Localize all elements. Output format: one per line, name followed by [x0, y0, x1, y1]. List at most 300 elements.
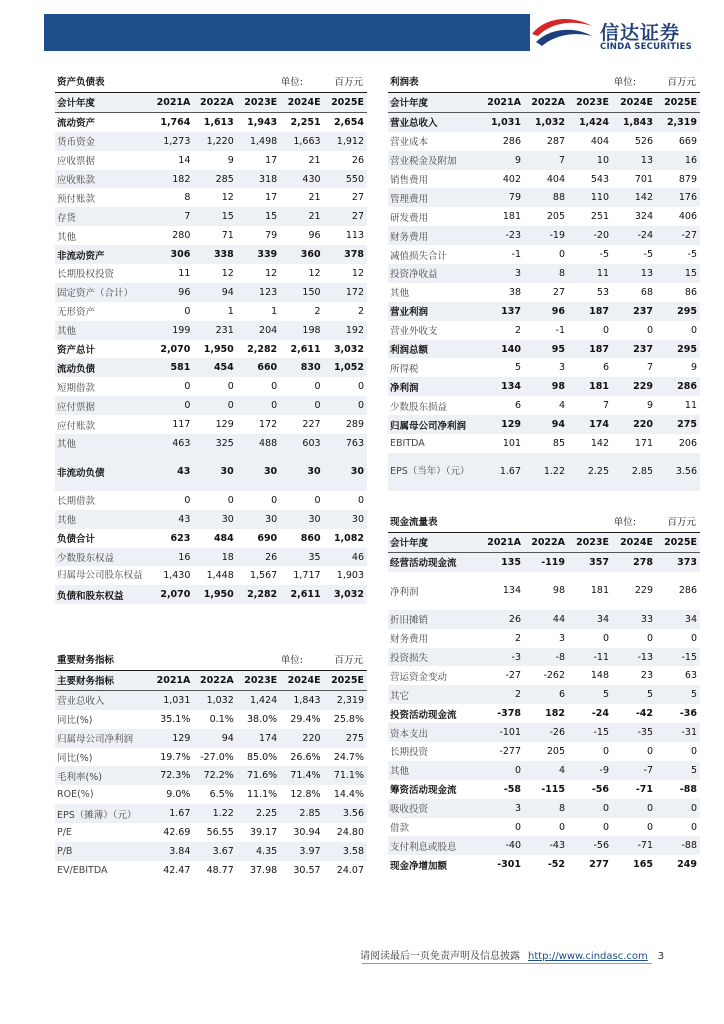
- table-row: [55, 529, 367, 548]
- row-value: 373: [656, 552, 700, 571]
- row-value: 4: [558, 400, 565, 412]
- table-row: [388, 629, 700, 648]
- row-label: 归属母公司股东权益: [57, 570, 143, 582]
- row-value: 2: [514, 632, 521, 644]
- row-value: 251: [590, 211, 609, 223]
- column-header-year: 2023E: [568, 93, 612, 112]
- row-value: 2,070: [160, 343, 191, 355]
- row-value: 2,654: [333, 116, 364, 128]
- row-value: -27: [505, 670, 521, 682]
- table-row: [388, 648, 700, 667]
- row-value: 68: [640, 286, 653, 298]
- table-row: [388, 685, 700, 704]
- table-row: [55, 188, 367, 207]
- key-indicators-title-row: [55, 648, 367, 671]
- row-value: 17: [265, 192, 278, 204]
- row-value: 0: [184, 305, 191, 317]
- row-value: 1,032: [193, 690, 236, 709]
- column-header-year: 2023E: [237, 671, 280, 690]
- row-value: 94: [524, 415, 568, 434]
- row-value: 35.1%: [160, 713, 191, 725]
- table-row: [388, 415, 700, 434]
- row-value: 53: [596, 286, 609, 298]
- row-value: 231: [193, 321, 236, 340]
- row-value: 7: [150, 207, 193, 226]
- row-value: -13: [612, 648, 656, 667]
- row-value: 1,032: [524, 112, 568, 131]
- row-value: 204: [237, 321, 280, 340]
- row-value: 280: [172, 230, 191, 242]
- row-value: 2: [314, 305, 321, 317]
- row-value: -27.0%: [200, 751, 234, 763]
- row-value: 0: [646, 324, 653, 336]
- row-label: 投资净收益: [388, 264, 480, 283]
- row-label: 同比(%): [57, 715, 93, 727]
- row-value: 6: [602, 362, 609, 374]
- row-value: 3: [558, 632, 565, 644]
- column-header-label: 会计年度: [55, 93, 150, 112]
- row-value: 5: [612, 685, 656, 704]
- row-value: 249: [677, 859, 697, 871]
- row-value: 0: [227, 494, 234, 506]
- row-value: 14: [178, 154, 191, 166]
- row-label: 营业成本: [390, 137, 429, 149]
- row-value: 9: [646, 400, 653, 412]
- row-value: 30.57: [293, 864, 321, 876]
- balance-sheet-table: [55, 93, 367, 604]
- table-row: [55, 340, 367, 359]
- table-row: [55, 548, 367, 567]
- row-value: 623: [170, 532, 191, 544]
- row-value: 11: [684, 400, 697, 412]
- company-logo: [530, 12, 710, 58]
- row-value: 43: [150, 510, 193, 529]
- row-value: 318: [237, 170, 280, 189]
- column-header-year: 2024E: [612, 93, 656, 112]
- unit-label: 单位:: [613, 77, 636, 88]
- row-value: 286: [656, 377, 700, 396]
- row-value: 360: [280, 245, 323, 264]
- row-value: 85.0%: [246, 751, 278, 763]
- row-value: 295: [656, 302, 700, 321]
- row-label: 短期借款: [57, 382, 96, 394]
- row-value: 148: [590, 670, 609, 682]
- row-value: 44: [524, 610, 568, 629]
- row-value: 2.25: [237, 804, 280, 823]
- table-row: [388, 321, 700, 340]
- table-row: [55, 823, 367, 842]
- row-value: 2.25: [568, 453, 612, 491]
- row-label: 预付账款: [57, 193, 96, 205]
- row-label: 长期借款: [57, 496, 96, 508]
- row-value: 94: [193, 283, 236, 302]
- row-value: 17: [265, 154, 278, 166]
- column-header-year: 2025E: [324, 671, 367, 690]
- row-value: 129: [215, 419, 234, 431]
- table-row: [388, 151, 700, 170]
- row-value: 220: [280, 729, 323, 748]
- row-value: 0: [150, 396, 193, 415]
- row-value: 6: [514, 400, 521, 412]
- row-value: 12: [351, 267, 364, 279]
- row-value: 37.98: [249, 864, 278, 876]
- row-value: 2,282: [247, 343, 278, 355]
- row-value: 16: [656, 151, 700, 170]
- row-value: 142: [612, 188, 656, 207]
- row-value: 543: [590, 173, 609, 185]
- table-row: [388, 704, 700, 723]
- income-statement-table: [388, 93, 700, 491]
- table-row: [55, 748, 367, 767]
- row-value: 306: [150, 245, 193, 264]
- row-value: 9: [690, 362, 697, 374]
- unit-label: 单位:: [613, 517, 636, 528]
- row-value: 56.55: [206, 827, 234, 839]
- row-label: 折旧摊销: [388, 610, 480, 629]
- row-value: 9: [227, 154, 234, 166]
- row-label: 非流动负债: [55, 453, 150, 491]
- footer-website-link[interactable]: http://www.cindasc.com: [528, 951, 648, 962]
- row-value: 182: [545, 708, 565, 720]
- row-value: 285: [193, 170, 236, 189]
- table-row: [388, 855, 700, 874]
- row-value: 3.84: [150, 842, 193, 861]
- row-value: -301: [497, 859, 521, 871]
- row-value: 0: [602, 745, 609, 757]
- table-row: [388, 836, 700, 855]
- row-value: 199: [150, 321, 193, 340]
- row-value: 237: [612, 340, 656, 359]
- row-value: 43: [150, 453, 193, 491]
- row-value: -24: [591, 708, 609, 720]
- row-value: -19: [524, 226, 568, 245]
- table-row: [55, 690, 367, 709]
- row-value: 2: [480, 685, 524, 704]
- table-row: [388, 742, 700, 761]
- row-value: 8: [524, 264, 568, 283]
- table-row: [55, 283, 367, 302]
- row-value: 1,903: [336, 570, 364, 582]
- row-value: 0: [612, 799, 656, 818]
- row-value: 0.1%: [209, 713, 234, 725]
- row-value: -9: [568, 761, 612, 780]
- row-value: 140: [480, 340, 524, 359]
- row-value: 4: [524, 761, 568, 780]
- row-value: 27: [552, 286, 565, 298]
- logo-name-en: CINDA SECURITIES: [600, 42, 692, 52]
- table-row: [388, 666, 700, 685]
- row-value: 286: [502, 135, 521, 147]
- panel-title: 利润表: [390, 77, 419, 88]
- row-label: 其他: [55, 321, 150, 340]
- column-header-label: 会计年度: [388, 533, 480, 552]
- row-value: 338: [193, 245, 236, 264]
- row-value: 1,082: [333, 532, 364, 544]
- row-value: 30: [280, 510, 323, 529]
- table-row: [388, 761, 700, 780]
- row-value: 7: [646, 362, 653, 374]
- row-value: 0: [690, 745, 697, 757]
- unit-value: 百万元: [667, 77, 696, 88]
- cinda-swoosh-icon: [530, 12, 596, 58]
- row-value: 42.47: [163, 864, 191, 876]
- row-value: 220: [612, 415, 656, 434]
- unit-value: 百万元: [334, 77, 363, 88]
- row-label: 资产总计: [57, 345, 96, 357]
- row-value: 25.8%: [333, 713, 364, 725]
- row-value: 3.58: [324, 842, 367, 861]
- row-value: 1.22: [524, 453, 568, 491]
- row-value: -5: [599, 249, 609, 261]
- row-value: 2: [357, 305, 364, 317]
- row-value: 13: [612, 264, 656, 283]
- panel-title: 重要财务指标: [57, 655, 115, 666]
- row-value: 463: [150, 434, 193, 453]
- row-value: 763: [324, 434, 367, 453]
- row-value: 1.67: [150, 804, 193, 823]
- table-row: [388, 434, 700, 453]
- row-value: 3: [558, 362, 565, 374]
- row-label: 营运资金变动: [390, 671, 448, 683]
- row-value: -58: [503, 783, 521, 795]
- row-value: 71: [221, 230, 234, 242]
- row-value: 12.8%: [290, 789, 321, 801]
- row-value: 30: [237, 453, 280, 491]
- row-value: 86: [684, 286, 697, 298]
- row-value: 860: [300, 532, 321, 544]
- row-label: 营业外收支: [390, 326, 438, 338]
- row-value: 295: [656, 340, 700, 359]
- row-value: 1,943: [247, 116, 278, 128]
- row-value: 187: [568, 302, 612, 321]
- row-value: 0: [568, 799, 612, 818]
- row-value: 48.77: [206, 864, 234, 876]
- row-value: 129: [480, 415, 524, 434]
- row-label: 货币资金: [55, 132, 150, 151]
- row-value: 325: [193, 434, 236, 453]
- cashflow-title-row: [388, 510, 700, 533]
- table-header-row: [388, 533, 700, 552]
- row-value: 5: [514, 362, 521, 374]
- row-value: 3.56: [324, 804, 367, 823]
- row-label: 固定资产（合计）: [55, 283, 150, 302]
- row-label: 负债和股东权益: [55, 585, 150, 604]
- row-value: 19.7%: [160, 751, 191, 763]
- row-value: 0: [271, 381, 278, 393]
- row-value: 669: [678, 135, 697, 147]
- row-value: 0: [558, 249, 565, 261]
- row-label: 应收账款: [55, 170, 150, 189]
- row-value: 181: [568, 377, 612, 396]
- row-value: 24.7%: [333, 751, 364, 763]
- balance-sheet-title-row: [55, 70, 367, 93]
- row-value: 324: [634, 211, 653, 223]
- row-value: 21: [308, 154, 321, 166]
- row-label: 营业总收入: [388, 112, 480, 131]
- row-value: 1,764: [160, 116, 191, 128]
- row-value: -24: [612, 226, 656, 245]
- row-value: 378: [324, 245, 367, 264]
- row-value: 26: [237, 548, 280, 567]
- row-value: 30: [193, 453, 236, 491]
- row-value: -27: [656, 226, 700, 245]
- table-row: [388, 780, 700, 799]
- table-row: [388, 283, 700, 302]
- table-row: [55, 245, 367, 264]
- row-value: -119: [524, 552, 568, 571]
- table-row: [55, 358, 367, 377]
- row-value: 278: [612, 552, 656, 571]
- row-value: -40: [480, 836, 524, 855]
- row-label: 借款: [390, 823, 410, 835]
- row-value: 18: [193, 548, 236, 567]
- row-value: 30: [193, 510, 236, 529]
- row-label: 现金净增加额: [390, 860, 448, 872]
- column-header-year: 2024E: [280, 93, 323, 112]
- row-label: 毛利率(%): [55, 766, 150, 785]
- unit-label: 单位:: [280, 77, 303, 88]
- row-value: 11.1%: [246, 789, 278, 801]
- row-value: 830: [280, 358, 323, 377]
- row-label: 长期投资: [390, 747, 429, 759]
- row-value: 0: [558, 821, 565, 833]
- table-row: [388, 358, 700, 377]
- row-value: -3: [480, 648, 524, 667]
- table-row: [388, 377, 700, 396]
- row-value: 289: [345, 419, 364, 431]
- table-row: [55, 377, 367, 396]
- row-value: 1,430: [163, 570, 191, 582]
- row-value: 6: [524, 685, 568, 704]
- row-value: 172: [259, 419, 278, 431]
- row-value: 182: [150, 170, 193, 189]
- column-header-year: 2022A: [193, 93, 236, 112]
- income-statement-title-row: [388, 70, 700, 93]
- row-value: 275: [324, 729, 367, 748]
- column-header-year: 2024E: [280, 671, 323, 690]
- row-value: 33: [612, 610, 656, 629]
- row-value: -20: [568, 226, 612, 245]
- row-value: 15: [193, 207, 236, 226]
- unit-value: 百万元: [667, 517, 696, 528]
- row-label: 营业总收入: [55, 690, 150, 709]
- row-value: 12: [265, 267, 278, 279]
- row-value: 2: [514, 324, 521, 336]
- row-label: 所得税: [390, 363, 419, 375]
- row-value: 5: [656, 685, 700, 704]
- row-value: 1,843: [280, 690, 323, 709]
- row-label: 财务费用: [388, 226, 480, 245]
- row-value: 24.07: [336, 864, 364, 876]
- page-number: 3: [657, 951, 665, 962]
- table-row: [55, 170, 367, 189]
- table-row: [388, 340, 700, 359]
- row-value: 71.6%: [237, 766, 280, 785]
- row-value: 23: [640, 670, 653, 682]
- row-value: -23: [480, 226, 524, 245]
- table-row: [55, 112, 367, 131]
- row-label: 筹资活动现金流: [390, 785, 457, 797]
- row-value: 72.2%: [193, 766, 236, 785]
- row-value: 0: [314, 381, 321, 393]
- row-value: 5: [568, 685, 612, 704]
- row-value: 2,319: [656, 112, 700, 131]
- row-value: 113: [345, 230, 364, 242]
- row-value: 1,843: [612, 112, 656, 131]
- table-row: [55, 491, 367, 510]
- row-value: -7: [612, 761, 656, 780]
- row-value: 286: [678, 585, 697, 597]
- key-indicators-panel: [55, 648, 367, 880]
- row-label: 无形资产: [57, 307, 96, 319]
- row-value: 35: [280, 548, 323, 567]
- row-value: 1,448: [206, 570, 234, 582]
- table-row: [55, 132, 367, 151]
- row-value: 0: [314, 494, 321, 506]
- row-value: 34: [656, 610, 700, 629]
- row-value: 1,717: [293, 570, 321, 582]
- row-label: 少数股东损益: [390, 401, 448, 413]
- row-value: 8: [184, 192, 191, 204]
- row-value: 27: [324, 207, 367, 226]
- table-row: [388, 207, 700, 226]
- row-value: 227: [302, 419, 321, 431]
- row-label: 其他: [57, 231, 77, 243]
- row-label: 净利润: [388, 377, 480, 396]
- row-value: 0: [357, 381, 364, 393]
- row-value: 2,282: [237, 585, 280, 604]
- row-value: -5: [643, 249, 653, 261]
- row-value: 6.5%: [209, 789, 234, 801]
- row-value: -88: [679, 783, 697, 795]
- row-label: 支付利息或股息: [388, 836, 480, 855]
- table-row: [55, 710, 367, 729]
- table-row: [388, 572, 700, 610]
- row-label: 销售费用: [390, 175, 429, 186]
- row-value: 660: [237, 358, 280, 377]
- row-value: 3.56: [656, 453, 700, 491]
- row-value: 171: [634, 437, 653, 449]
- row-value: 38: [508, 286, 521, 298]
- row-value: 404: [546, 173, 565, 185]
- row-value: -1: [555, 324, 565, 336]
- row-label: EPS（当年）（元）: [388, 453, 480, 491]
- row-label: 应付票据: [55, 396, 150, 415]
- row-value: 5: [656, 761, 700, 780]
- row-value: 15: [656, 264, 700, 283]
- row-value: 21: [280, 207, 323, 226]
- table-row: [388, 264, 700, 283]
- row-value: 10: [568, 151, 612, 170]
- row-value: 454: [193, 358, 236, 377]
- table-row: [55, 585, 367, 604]
- row-value: 1,273: [150, 132, 193, 151]
- table-row: [388, 818, 700, 837]
- row-value: 96: [150, 283, 193, 302]
- row-value: 1.22: [193, 804, 236, 823]
- row-label: P/E: [57, 827, 72, 839]
- row-value: 484: [213, 532, 234, 544]
- row-value: 71.4%: [280, 766, 323, 785]
- row-value: 38.0%: [246, 713, 278, 725]
- row-value: 2,070: [150, 585, 193, 604]
- row-label: 投资活动现金流: [390, 709, 457, 721]
- column-header-year: 2021A: [480, 93, 524, 112]
- row-value: 3: [480, 799, 524, 818]
- row-value: 134: [480, 377, 524, 396]
- row-value: 1,220: [193, 132, 236, 151]
- row-value: -35: [612, 723, 656, 742]
